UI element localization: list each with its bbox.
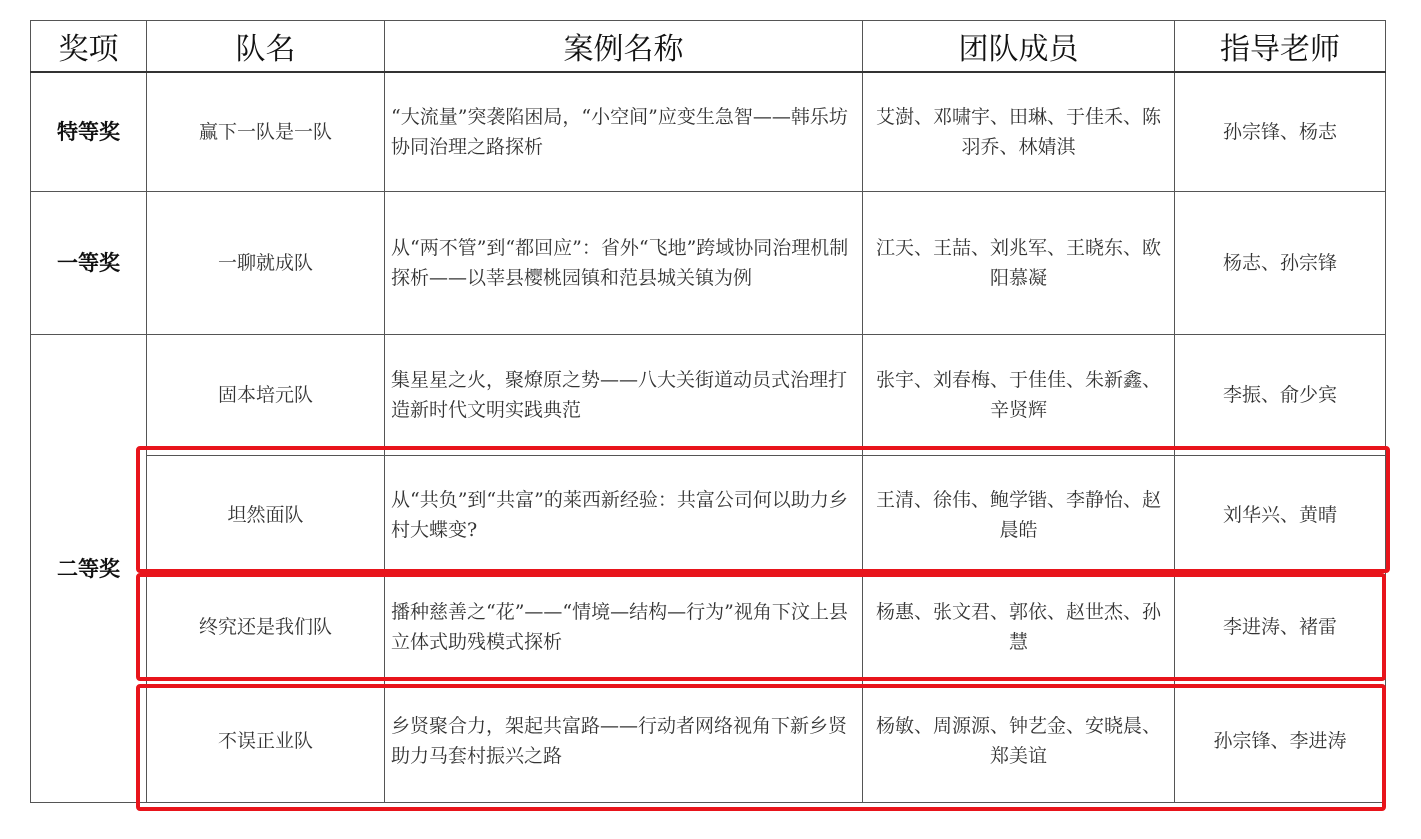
header-row	[31, 21, 1386, 73]
advisor: 孙宗锋、杨志	[1175, 72, 1386, 192]
table-row	[31, 456, 1386, 575]
header-case: 案例名称	[385, 21, 863, 73]
table-row	[31, 192, 1386, 335]
case-title: “大流量”突袭陷困局，“小空间”应变生急智——韩乐坊协同治理之路探析	[385, 72, 863, 192]
header-award: 奖项	[31, 21, 147, 73]
table-row	[31, 575, 1386, 680]
award-second: 二等奖	[31, 335, 147, 803]
advisor: 李振、俞少宾	[1175, 335, 1386, 456]
award-results-table	[30, 20, 1386, 803]
team-members: 艾澍、邓啸宇、田琳、于佳禾、陈羽乔、林婧淇	[863, 72, 1175, 192]
advisor: 李进涛、褚雷	[1175, 575, 1386, 680]
header-teacher: 指导老师	[1175, 21, 1386, 73]
case-title: 集星星之火，聚燎原之势——八大关街道动员式治理打造新时代文明实践典范	[385, 335, 863, 456]
header-members: 团队成员	[863, 21, 1175, 73]
advisor: 孙宗锋、李进涛	[1175, 680, 1386, 803]
team-members: 张宇、刘春梅、于佳佳、朱新鑫、辛贤辉	[863, 335, 1175, 456]
table-row	[31, 335, 1386, 456]
team-name: 赢下一队是一队	[147, 72, 385, 192]
case-title: 乡贤聚合力，架起共富路——行动者网络视角下新乡贤助力马套村振兴之路	[385, 680, 863, 803]
table-row	[31, 680, 1386, 803]
header-team: 队名	[147, 21, 385, 73]
team-name: 一聊就成队	[147, 192, 385, 335]
team-members: 杨敏、周源源、钟艺金、安晓晨、郑美谊	[863, 680, 1175, 803]
team-name: 终究还是我们队	[147, 575, 385, 680]
team-name: 不误正业队	[147, 680, 385, 803]
team-name: 坦然面队	[147, 456, 385, 575]
case-title: 从“共负”到“共富”的莱西新经验：共富公司何以助力乡村大蝶变?	[385, 456, 863, 575]
team-members: 杨惠、张文君、郭依、赵世杰、孙慧	[863, 575, 1175, 680]
case-title: 从“两不管”到“都回应”：省外“飞地”跨域协同治理机制探析——以莘县樱桃园镇和范县城关镇为例	[385, 192, 863, 335]
team-members: 王清、徐伟、鲍学锴、李静怡、赵晨皓	[863, 456, 1175, 575]
team-name: 固本培元队	[147, 335, 385, 456]
case-title: 播种慈善之“花”——“情境—结构—行为”视角下汶上县立体式助残模式探析	[385, 575, 863, 680]
award-first: 一等奖	[31, 192, 147, 335]
team-members: 江天、王喆、刘兆军、王晓东、欧阳慕凝	[863, 192, 1175, 335]
advisor: 刘华兴、黄晴	[1175, 456, 1386, 575]
award-special: 特等奖	[31, 72, 147, 192]
advisor: 杨志、孙宗锋	[1175, 192, 1386, 335]
table-row	[31, 72, 1386, 192]
